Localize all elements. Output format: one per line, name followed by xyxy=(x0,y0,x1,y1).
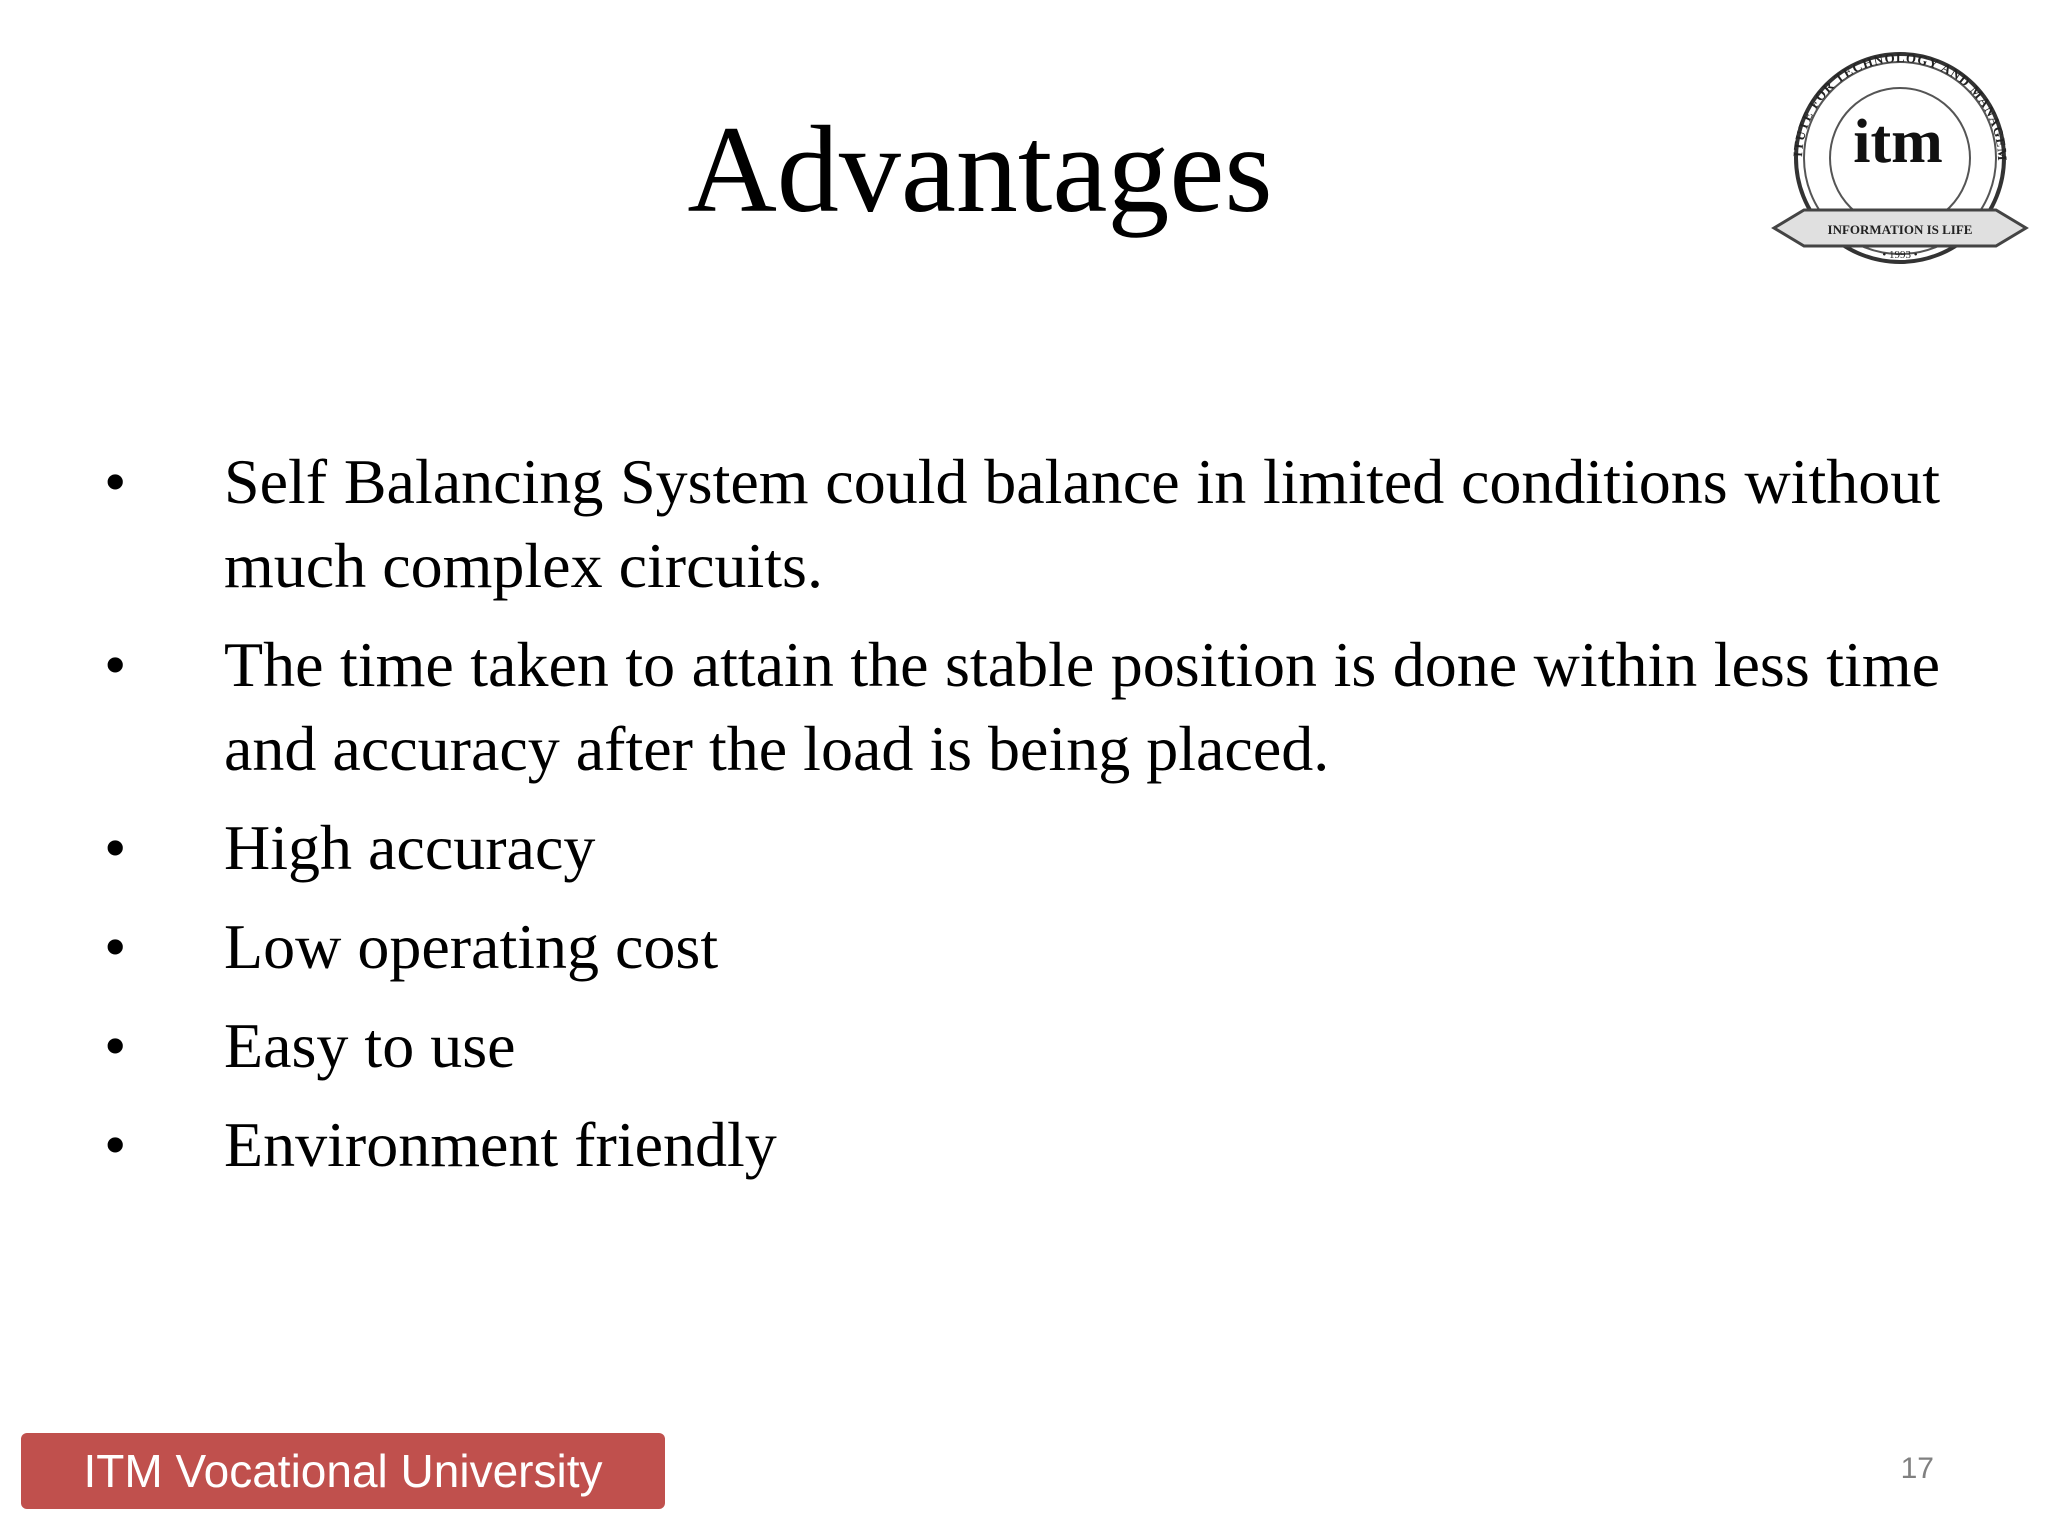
list-item-text: Self Balancing System could balance in limited conditions without much complex circuits. xyxy=(224,446,1940,601)
slide-title: Advantages xyxy=(687,101,1273,238)
bullet-icon: • xyxy=(104,1109,127,1180)
logo-year: • 1993 • xyxy=(1882,249,1918,261)
list-item-text: High accuracy xyxy=(224,812,596,883)
list-item xyxy=(100,905,1940,989)
svg-text:INSTITUTE FOR TECHNOLOGY AND M: ITUTE FOR TECHNOLOGY AND MANAGEM xyxy=(1790,50,2011,162)
list-item-text: Easy to use xyxy=(224,1010,516,1081)
logo-ribbon-text: INFORMATION IS LIFE xyxy=(1827,222,1973,237)
page-number: 17 xyxy=(1900,1452,1934,1485)
list-item-text: Environment friendly xyxy=(224,1109,777,1180)
list-item-text: Low operating cost xyxy=(224,911,719,982)
itm-seal-logo xyxy=(1770,50,2032,268)
list-item xyxy=(100,440,1940,608)
bullet-icon: • xyxy=(104,629,127,700)
logo-wordmark: itm xyxy=(1853,108,1943,176)
list-item xyxy=(100,806,1940,890)
list-item-text: The time taken to attain the stable position is done within less time and accuracy after the load is being placed. xyxy=(224,629,1940,784)
bullet-icon: • xyxy=(104,812,127,883)
list-item xyxy=(100,1103,1940,1187)
list-item xyxy=(100,623,1940,791)
bullet-icon: • xyxy=(104,911,127,982)
bullet-icon: • xyxy=(104,446,127,517)
bullet-icon: • xyxy=(104,1010,127,1081)
list-item xyxy=(100,1004,1940,1088)
footer-university-badge: ITM Vocational University xyxy=(21,1433,665,1509)
advantages-list xyxy=(100,440,1940,1202)
